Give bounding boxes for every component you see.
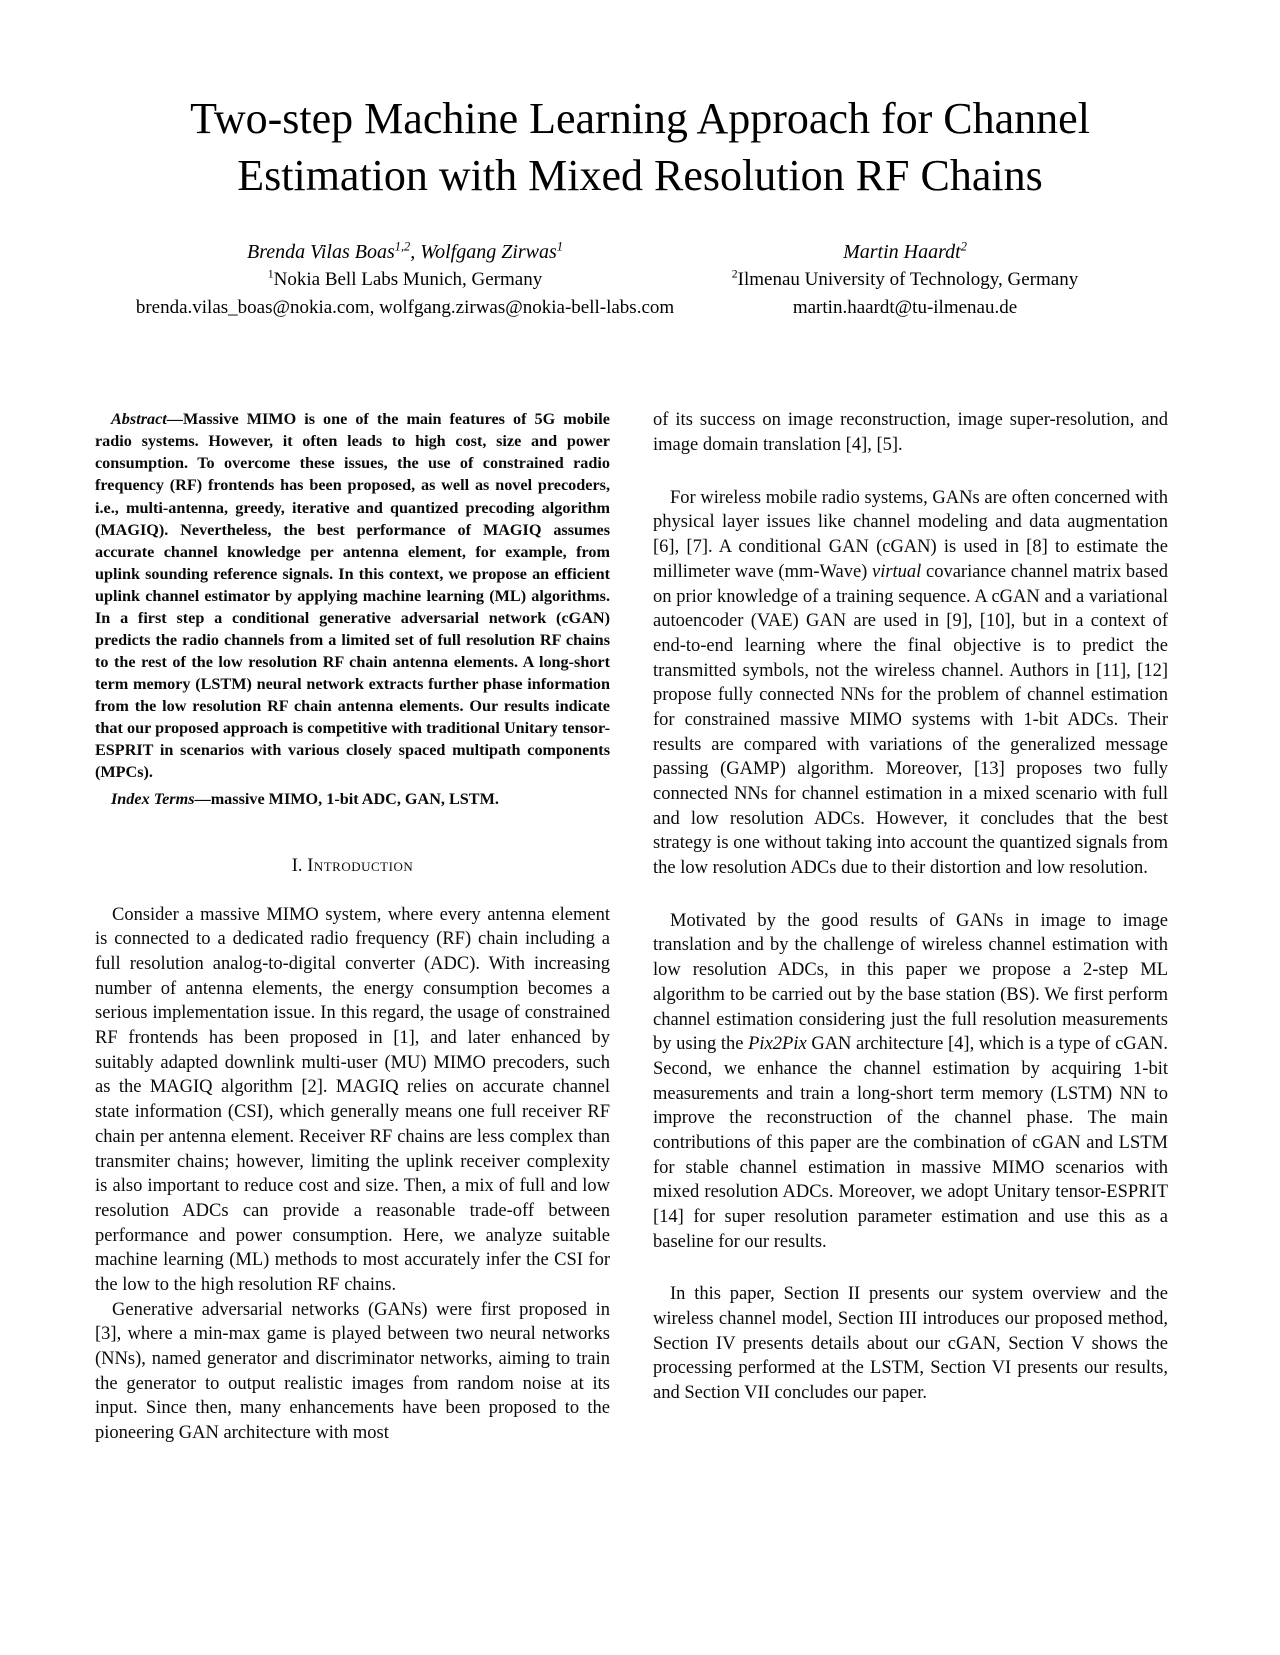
affiliation-text: Ilmenau University of Technology, Germany [737,269,1079,291]
right-column [653,408,1168,1445]
author-emails-right: martin.haardt@tu-ilmenau.de [792,297,1018,319]
abstract-label: Abstract [111,410,167,429]
paragraph-wireless-gans: For wireless mobile radio systems, GANs are often concerned with physical layer issues like channel modeling and data augmentation [6], [7]. A conditional GAN (cGAN) is used in [8] to estimate the millimeter wave (mm-Wave) virtual covariance channel matrix based on prior knowledge of a training sequence. A cGAN and a variational autoencoder (VAE) GAN are used in [9], [10], but in a context of end-to-end learning where the final objective is to predict the transmitted symbols, not the wireless channel. Authors in [11], [12] propose fully connected NNs for the problem of channel estimation for constrained massive MIMO systems with 1-bit ADCs. Their results are compared with variations of the generalized message passing (GAMP) algorithm. Moreover, [13] proposes two fully connected NNs for channel estimation in a mixed scenario with full and low resolution ADCs. However, it concludes that the best strategy is one without taking into account the quantized signals from the low resolution ADCs due to their distortion and low resolution. [653,487,1168,879]
abstract-text: —Massive MIMO is one of the main features of 5G mobile radio systems. However, it often leads to high cost, size and power consumption. To overcome these issues, the use of constrained radio frequency (RF) frontends has been proposed, as well as novel precoders, i.e., multi-antenna, greedy, iterative and quantized precoding algorithm (MAGIQ). Nevertheless, the best performance of MAGIQ assumes accurate channel knowledge per antenna element, for example, from uplink sounding reference signals. In this context, we propose an efficient uplink channel estimator by applying machine learning (ML) algorithms. In a first step a conditional generative adversarial network (cGAN) predicts the radio channels from a limited set of full resolution RF chains to the rest of the low resolution RF chain antenna elements. A long-short term memory (LSTM) neural network extracts further phase information from the low resolution RF chain antenna elements. Our results indicate that our proposed approach is competitive with traditional Unitary tensor-ESPRIT in scenarios with various closely spaced multipath components (MPCs). [95,410,610,781]
author-names-right [715,238,1095,266]
two-column-body [95,408,1168,1445]
author-name: Brenda Vilas Boas [247,241,395,264]
affiliation-superscript: 2 [731,268,738,282]
section-heading-introduction [95,854,610,879]
section-title: Introduction [307,855,414,876]
left-column [95,408,610,1445]
index-terms-label: Index Terms [111,789,195,808]
paragraph-intro-2: Generative adversarial networks (GANs) were first proposed in [3], where a min-max game is played between two neural networks (NNs), named generator and discriminator networks, aiming to train the generator to output realistic images from random noise at its input. Since then, many enhancements have been proposed to the pioneering GAN architecture with most [95,1299,610,1444]
paragraph-outline: In this paper, Section II presents our system overview and the wireless channel model, Section III introduces our proposed method, Section IV presents details about our cGAN, Section V shows the processing performed at the LSTM, Section VI presents our results, and Section VII concludes our paper. [653,1284,1168,1404]
author-affiliation-left [95,266,715,294]
paper-title: Two-step Machine Learning Approach for Channel Estimation with Mixed Resolution RF Chains [190,94,1090,201]
author-name: Martin Haardt [843,241,961,264]
author-superscript: 1 [556,239,563,254]
author-names-left [95,238,715,266]
affiliation-superscript: 1 [267,268,274,282]
abstract [95,408,610,783]
authors-row [0,238,1280,322]
section-number: I. [291,855,303,876]
author-name: , Wolfgang Zirwas [410,241,557,264]
paragraph-intro-1: Consider a massive MIMO system, where every antenna element is connected to a dedicated radio frequency (RF) chain including a full resolution analog-to-digital converter (ADC). With increasing number of antenna elements, the energy consumption becomes a serious implementation issue. In this regard, the usage of constrained RF frontends has been proposed in [1], and later enhanced by suitably adapted downlink multi-user (MU) MIMO precoders, such as the MAGIQ algorithm [2]. MAGIQ relies on accurate channel state information (CSI), which generally means one full receiver RF chain per antenna element. Receiver RF chains are less complex than transmiter chains; however, limiting the uplink receiver complexity is also important to reduce cost and size. Then, a mix of full and low resolution ADCs can provide a reasonable trade-off between performance and power consumption. Here, we analyze suitable machine learning (ML) methods to most accurately infer the CSI for the low to the high resolution RF chains. [95,904,610,1295]
author-emails-left: brenda.vilas_boas@nokia.com, wolfgang.zirwas@nokia-bell-labs.com [135,297,675,319]
author-block-right [715,238,1095,322]
index-terms [95,788,610,810]
author-block-left [95,238,715,322]
author-affiliation-right [715,266,1095,294]
paragraph-motivation: Motivated by the good results of GANs in image to image translation and by the challenge of wireless channel estimation with low resolution ADCs, in this paper we propose a 2-step ML algorithm to be carried out by the base station (BS). We first perform channel estimation considering just the full resolution measurements by using the Pix2Pix GAN architecture [4], which is a type of cGAN. Second, we enhance the channel estimation by acquiring 1-bit measurements and train a long-short term memory (LSTM) NN to improve the reconstruction of the channel phase. The main contributions of this paper are the combination of cGAN and LSTM for stable channel estimation in massive MIMO scenarios with mixed resolution ADCs. Moreover, we adopt Unitary tensor-ESPRIT [14] for super resolution parameter estimation and use this as a baseline for our results. [653,910,1168,1252]
affiliation-text: Nokia Bell Labs Munich, Germany [273,269,543,291]
index-terms-text: —massive MIMO, 1-bit ADC, GAN, LSTM. [194,789,499,808]
author-superscript: 2 [960,239,967,254]
paragraph-continuation: of its success on image reconstruction, image super-resolution, and image domain translation [4], [5]. [653,410,1168,456]
author-superscript: 1,2 [394,239,411,254]
